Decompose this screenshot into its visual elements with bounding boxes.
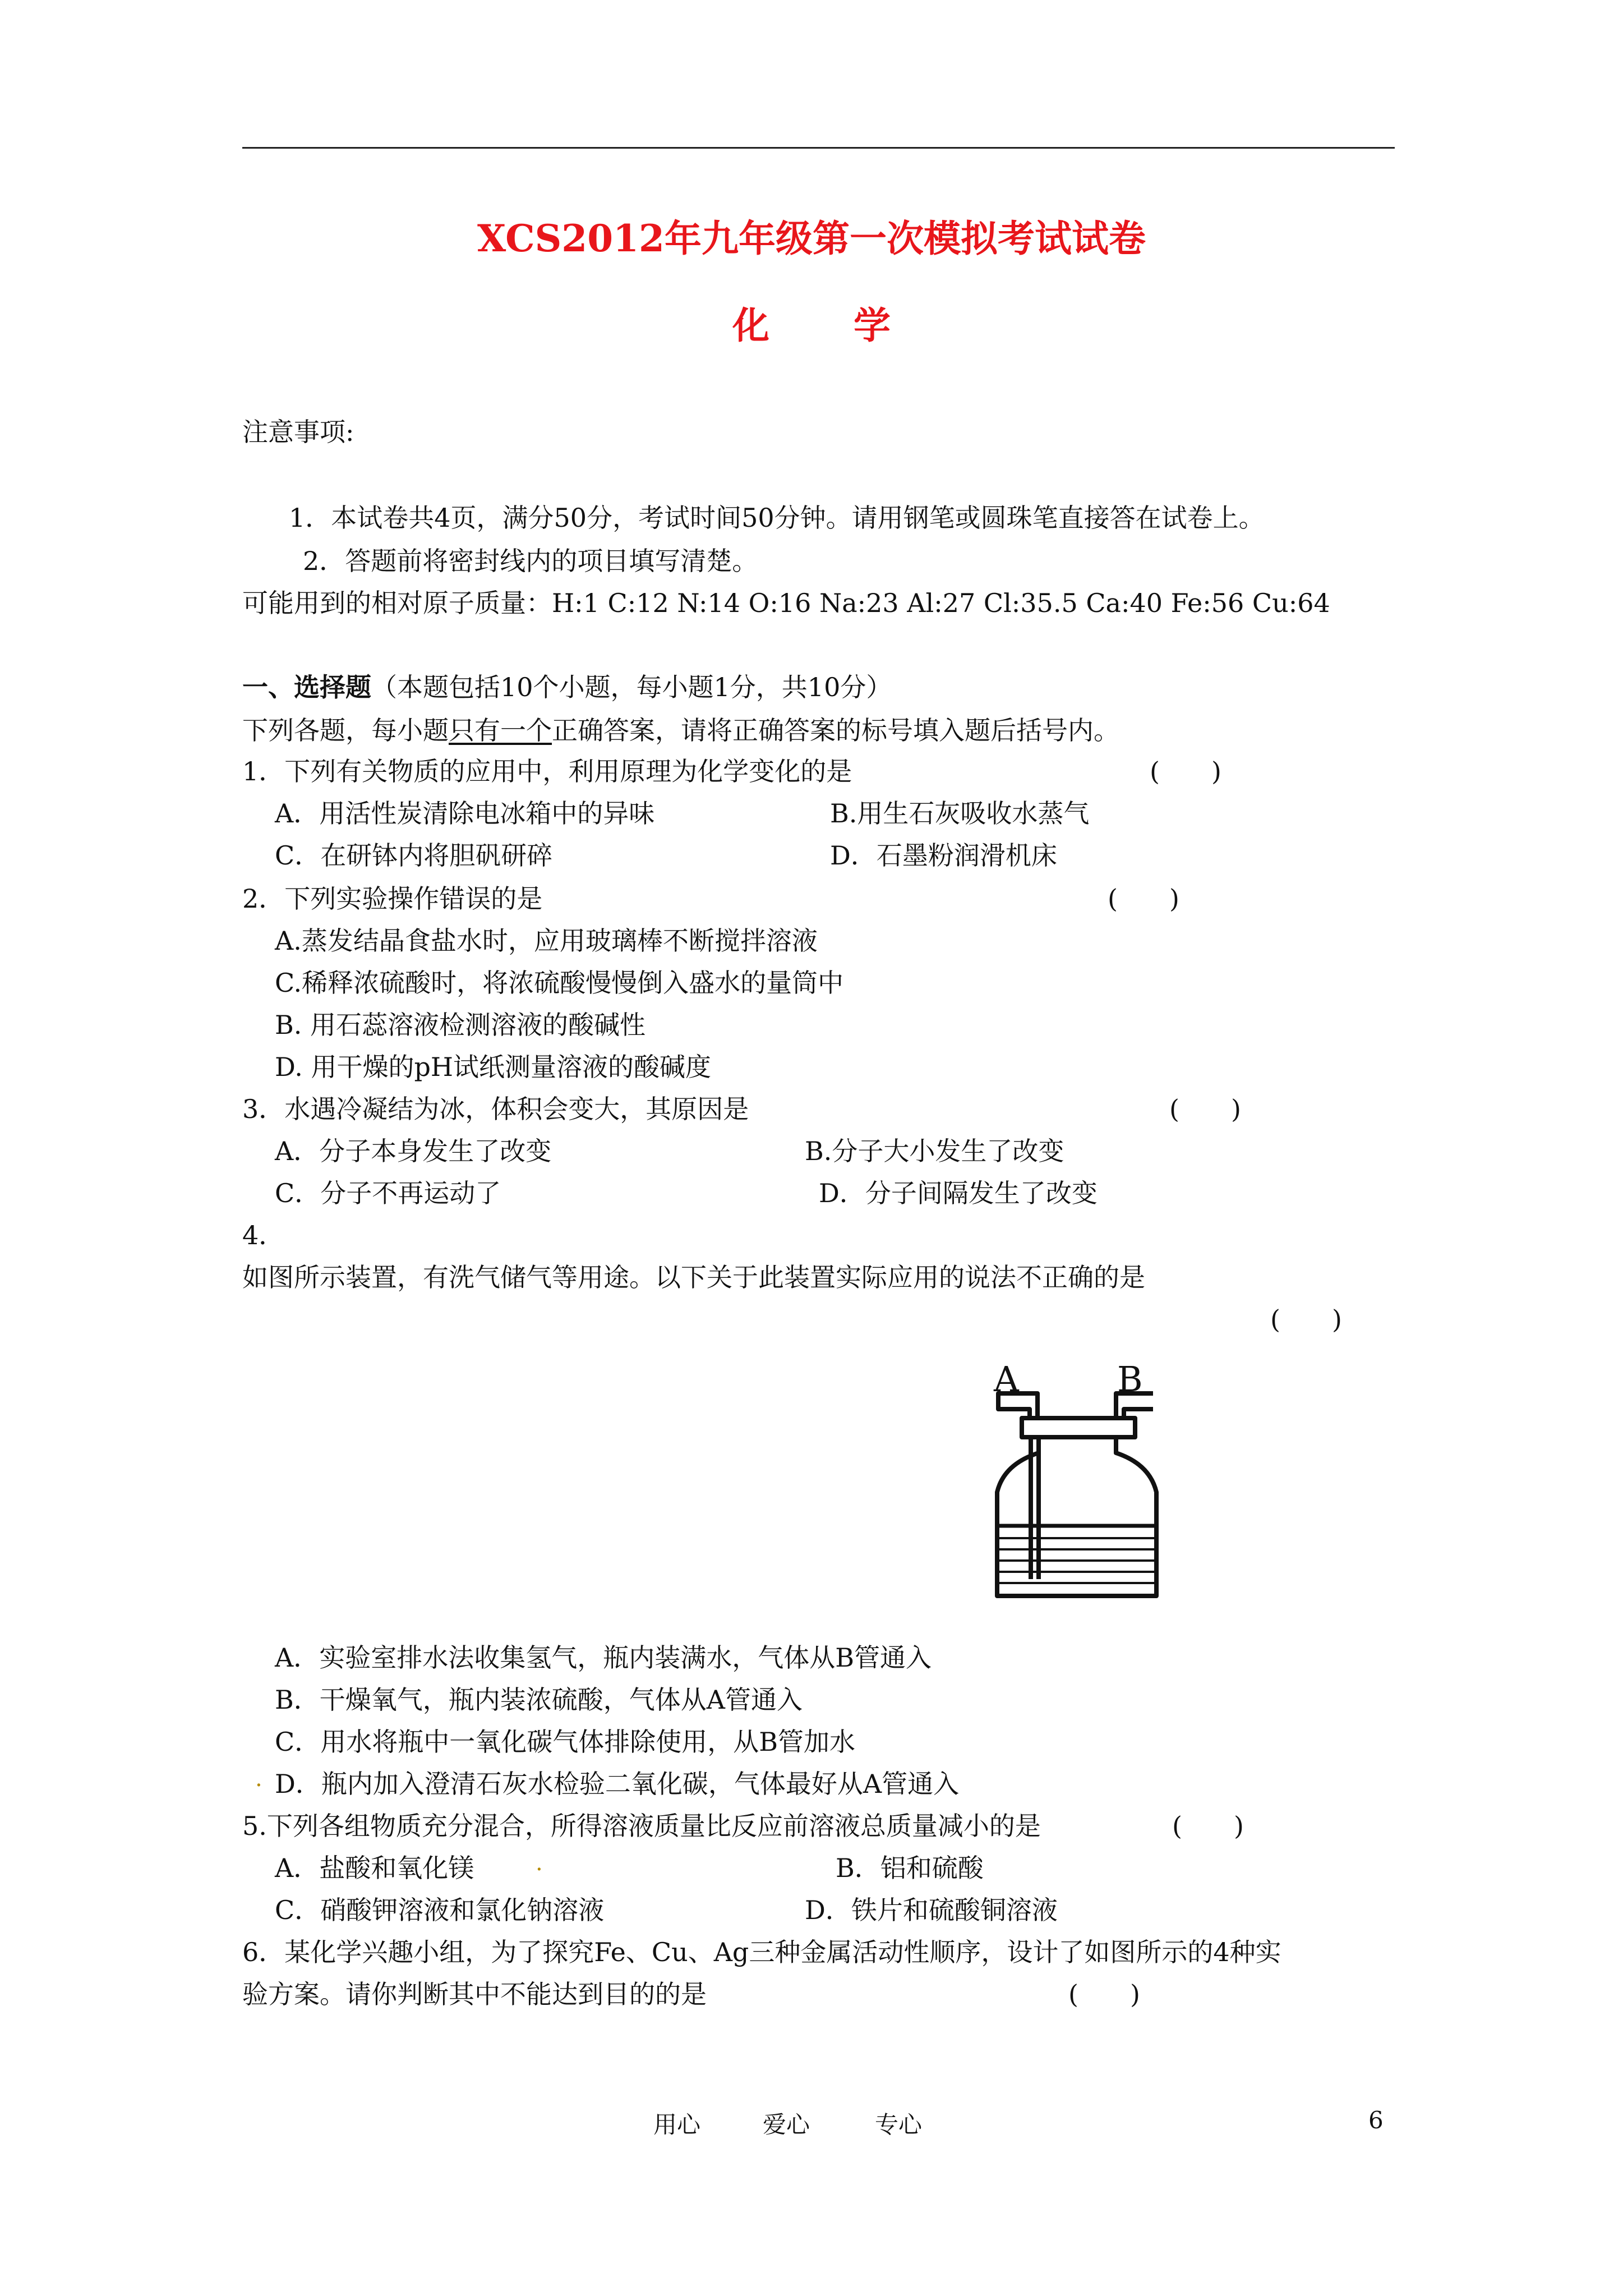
- subject-title: [0, 303, 1623, 348]
- q1-answer-blank: ( ): [1150, 756, 1221, 786]
- q3-option-d: D．分子间隔发生了改变: [819, 1178, 1098, 1208]
- q4-option-b: B．干燥氧气，瓶内装浓硫酸，气体从A管通入: [275, 1685, 803, 1715]
- footer-word-3: 专心: [875, 2111, 923, 2138]
- q4-option-d: D．瓶内加入澄清石灰水检验二氧化碳，气体最好从A管通入: [275, 1769, 960, 1799]
- q4-option-a: A．实验室排水法收集氢气，瓶内装满水，气体从B管通入: [275, 1642, 932, 1673]
- instruction-underlined: 只有一个: [449, 715, 552, 746]
- q4-option-c: C．用水将瓶中一氧化碳气体排除使用，从B管加水: [275, 1727, 855, 1757]
- note-item-2: 2．答题前将密封线内的项目填写清楚。: [303, 546, 758, 576]
- notes-heading: 注意事项:: [242, 417, 354, 447]
- q1-option-c: C．在研钵内将胆矾研碎: [275, 840, 553, 871]
- q4-answer-blank: ( ): [1270, 1304, 1342, 1335]
- q1-stem: 1．下列有关物质的应用中，利用原理为化学变化的是: [242, 756, 852, 786]
- atomic-masses: 可能用到的相对原子质量：H:1 C:12 N:14 O:16 Na:23 Al:27 Cl:35.5 Ca:40 Fe:56 Cu:64: [242, 588, 1330, 618]
- instruction-text-post: 正确答案，请将正确答案的标号填入题后括号内。: [552, 715, 1119, 746]
- gas-washing-bottle-figure: [987, 1358, 1166, 1604]
- stopper: [1022, 1418, 1135, 1437]
- section-title: 一、选择题: [242, 672, 371, 702]
- q5-stem: 5.下列各组物质充分混合，所得溶液质量比反应前溶液总质量减小的是: [242, 1811, 1041, 1841]
- q6-answer-blank: ( ): [1068, 1979, 1140, 2009]
- q1-option-d: D．石墨粉润滑机床: [830, 840, 1057, 871]
- q5-option-b: B．铝和硫酸: [836, 1853, 984, 1883]
- q3-option-b: B.分子大小发生了改变: [805, 1136, 1064, 1166]
- q2-option-c: C.稀释浓硫酸时，将浓硫酸慢慢倒入盛水的量筒中: [275, 968, 844, 998]
- q3-answer-blank: ( ): [1169, 1094, 1241, 1124]
- q3-option-a: A．分子本身发生了改变: [275, 1136, 552, 1166]
- q5-option-a: A．盐酸和氧化镁: [275, 1853, 474, 1883]
- stray-dot: .: [536, 1850, 543, 1876]
- page-number: 6: [1368, 2106, 1384, 2134]
- q6-stem-line1: 6．某化学兴趣小组，为了探究Fe、Cu、Ag三种金属活动性顺序，设计了如图所示的4种实: [242, 1937, 1281, 1967]
- q3-stem: 3．水遇冷凝结为冰，体积会变大，其原因是: [242, 1094, 749, 1124]
- footer-word-2: 爱心: [763, 2111, 810, 2138]
- subject-char-2: 学: [854, 303, 891, 347]
- q2-stem: 2．下列实验操作错误的是: [242, 884, 543, 914]
- q4-stem: 如图所示装置，有洗气储气等用途。以下关于此装置实际应用的说法不正确的是: [242, 1262, 1145, 1292]
- q5-option-c: C．硝酸钾溶液和氯化钠溶液: [275, 1895, 605, 1925]
- instruction-text-pre: 下列各题，每小题: [242, 715, 449, 746]
- q4-number: 4．: [242, 1220, 285, 1250]
- subject-char-1: 化: [732, 303, 769, 347]
- q2-answer-blank: ( ): [1108, 884, 1179, 914]
- figure-label-a: A: [994, 1359, 1019, 1400]
- figure-label-b: B: [1117, 1359, 1143, 1400]
- q5-option-d: D．铁片和硫酸铜溶液: [805, 1895, 1058, 1925]
- q2-option-b: B. 用石蕊溶液检测溶液的酸碱性: [275, 1010, 646, 1040]
- liquid-lines: [997, 1526, 1156, 1583]
- q2-option-d: D. 用干燥的pH试纸测量溶液的酸碱度: [275, 1052, 712, 1082]
- section-heading: [242, 670, 892, 704]
- q3-option-c: C．分子不再运动了: [275, 1178, 501, 1208]
- header-rule: [242, 147, 1395, 149]
- q1-option-a: A．用活性炭清除电冰箱中的异味: [275, 798, 655, 829]
- q6-stem-line2: 验方案。请你判断其中不能达到目的的是: [242, 1979, 707, 2009]
- section-note: （本题包括10个小题，每小题1分，共10分）: [371, 672, 892, 702]
- stray-dot: .: [255, 1766, 262, 1792]
- q5-answer-blank: ( ): [1172, 1811, 1244, 1841]
- note-item-1: 1．本试卷共4页，满分50分，考试时间50分钟。请用钢笔或圆珠笔直接答在试卷上。: [289, 503, 1265, 533]
- exam-title: XCS2012年九年级第一次模拟考试试卷: [477, 217, 1146, 260]
- q2-option-a: A.蒸发结晶食盐水时，应用玻璃棒不断搅拌溶液: [275, 926, 818, 956]
- q1-option-b: B.用生石灰吸收水蒸气: [830, 798, 1090, 829]
- footer-word-1: 用心: [653, 2111, 701, 2138]
- section-instruction: [242, 714, 1119, 747]
